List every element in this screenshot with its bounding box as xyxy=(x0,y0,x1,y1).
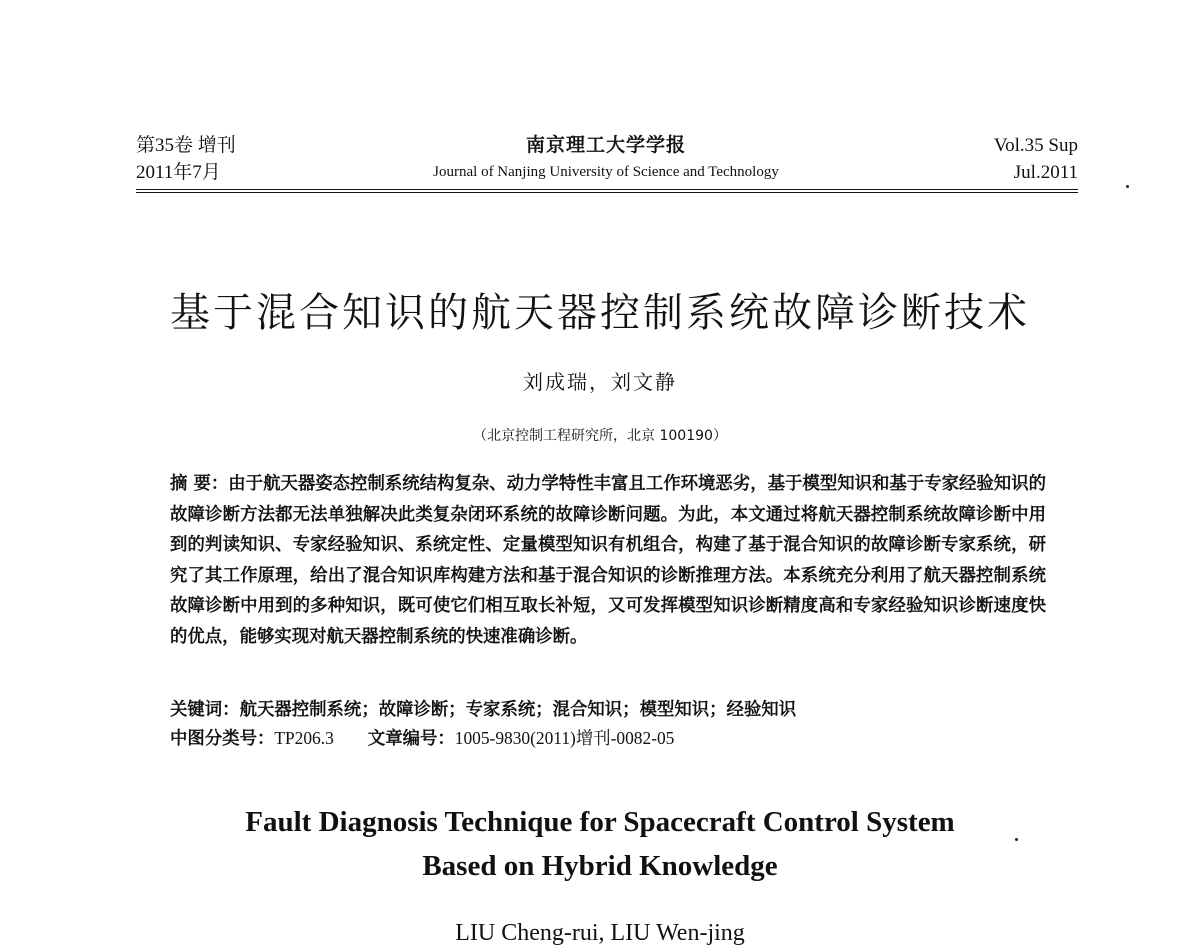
keywords-cn xyxy=(170,697,1046,723)
header-center xyxy=(376,132,836,185)
article-title-en xyxy=(0,800,1200,888)
clc-label: 中图分类号： xyxy=(170,729,275,749)
volume-en: Vol.35 Sup xyxy=(993,135,1078,156)
authors-cn: 刘成瑞，刘文静 xyxy=(523,370,677,394)
article-title-cn: 基于混合知识的航天器控制系统故障诊断技术 xyxy=(170,290,1030,336)
affiliation-cn: （北京控制工程研究所，北京 100190） xyxy=(473,428,727,444)
volume-cn: 第35卷 增刊 xyxy=(136,135,236,156)
keywords-label: 关键词： xyxy=(170,700,240,720)
abstract-cn xyxy=(170,469,1046,653)
running-header xyxy=(136,132,1078,194)
scan-speck xyxy=(1126,185,1129,188)
journal-name-en: Journal of Nanjing University of Science and Technology xyxy=(433,164,779,180)
header-rule xyxy=(136,189,1078,190)
abstract-label: 摘 要： xyxy=(170,474,229,494)
abstract-text: 由于航天器姿态控制系统结构复杂、动力学特性丰富且工作环境恶劣，基于模型知识和基于专家经验知识的故障诊断方法都无法单独解决此类复杂闭环系统的故障诊断问题。为此，本文通过将航天器控制系统故障诊断中用到的判读知识、专家经验知识、系统定性、定量模型知识有机组合，构建了基于混合知识的故障诊断专家系统，研究了其工作原理，给出了混合知识库构建方法和基于混合知识的诊断推理方法。本系统充分利用了航天器控制系统故障诊断中用到的多种知识，既可使它们相互取长补短，又可发挥模型知识诊断精度高和专家经验知识诊断速度快的优点，能够实现对航天器控制系统的快速准确诊断。 xyxy=(170,474,1046,647)
header-rule-double xyxy=(136,192,1078,193)
date-cn: 2011年7月 xyxy=(136,162,221,183)
date-en: Jul.2011 xyxy=(1013,162,1078,183)
doc-id-label: 文章编号： xyxy=(367,729,455,749)
keywords-text: 航天器控制系统；故障诊断；专家系统；混合知识；模型知识；经验知识 xyxy=(239,700,797,720)
authors-en: LIU Cheng-rui, LIU Wen-jing xyxy=(455,920,745,946)
classification-line xyxy=(170,725,1046,752)
title-en-line1: Fault Diagnosis Technique for Spacecraft Control System xyxy=(245,806,955,838)
header-right xyxy=(994,132,1078,186)
header-left xyxy=(136,132,236,186)
journal-name-cn: 南京理工大学学报 xyxy=(525,134,686,156)
doc-id-value: 1005-9830(2011)增刊-0082-05 xyxy=(454,728,675,748)
clc-value: TP206.3 xyxy=(274,728,334,748)
title-en-line2: Based on Hybrid Knowledge xyxy=(422,850,778,882)
